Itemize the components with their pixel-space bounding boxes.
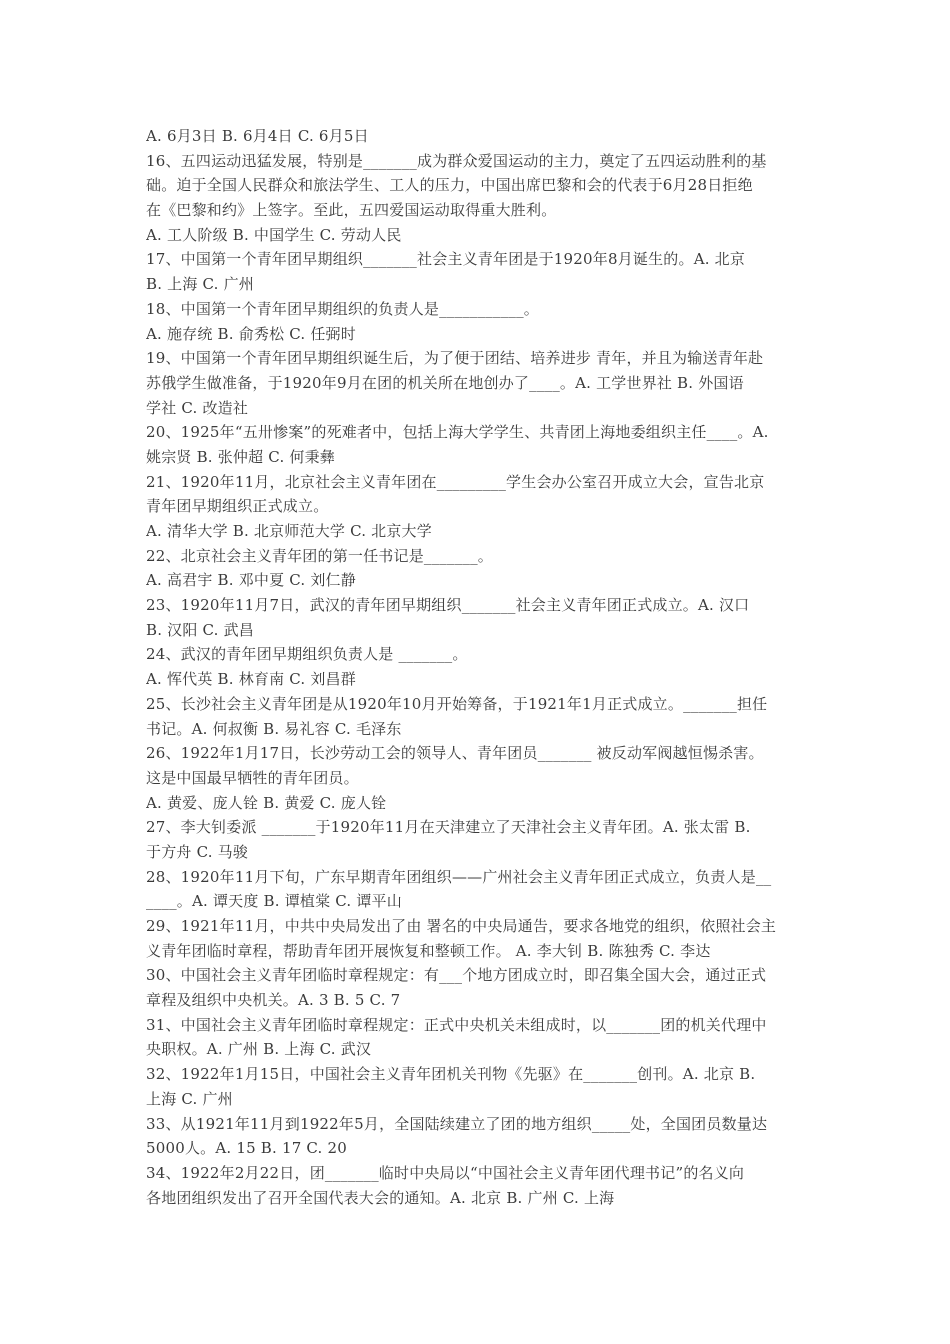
text-line: A. 工人阶级 B. 中国学生 C. 劳动人民 — [146, 225, 402, 244]
text-line: 20、1925年“五卅惨案”的死难者中，包括上海大学学生、共青团上海地委组织主任____。A. — [146, 423, 769, 442]
text-line: 书记。A. 何叔衡 B. 易礼容 C. 毛泽东 — [146, 719, 402, 738]
text-line: 27、李大钊委派 _______于1920年11月在天津建立了天津社会主义青年团。A. 张太雷 B. — [146, 818, 751, 837]
text-line: 28、1920年11月下旬，广东早期青年团组织——广州社会主义青年团正式成立，负责人是__ — [146, 867, 772, 886]
text-line: 章程及组织中央机关。A. 3 B. 5 C. 7 — [146, 991, 401, 1010]
text-line: 在《巴黎和约》上签字。至此，五四爱国运动取得重大胜利。 — [146, 201, 557, 220]
text-line: 26、1922年1月17日，长沙劳动工会的领导人、青年团员_______ 被反动军阀越恒惕杀害。 — [146, 744, 764, 763]
text-line: 24、武汉的青年团早期组织负责人是 _______。 — [146, 645, 468, 664]
text-line: A. 施存统 B. 俞秀松 C. 任弼时 — [146, 324, 356, 343]
text-line: 29、1921年11月，中共中央局发出了由 署名的中央局通告，要求各地党的组织，依照社会主 — [146, 917, 777, 935]
text-line: A. 恽代英 B. 林育南 C. 刘昌群 — [146, 670, 356, 689]
text-line: 33、从1921年11月到1922年5月，全国陆续建立了团的地方组织_____处，全国团员数量达 — [146, 1114, 768, 1133]
text-line: 18、中国第一个青年团早期组织的负责人是___________。 — [146, 299, 539, 318]
text-line: 30、中国社会主义青年团临时章程规定：有___个地方团成立时，即召集全国大会，通过正式 — [146, 966, 767, 985]
text-line: 各地团组织发出了召开全国代表大会的通知。A. 北京 B. 广州 C. 上海 — [146, 1188, 615, 1207]
text-line: 这是中国最早牺牲的青年团员。 — [146, 768, 359, 787]
text-line: B. 上海 C. 广州 — [146, 275, 255, 294]
text-line: 义青年团临时章程，帮助青年团开展恢复和整顿工作。 A. 李大钊 B. 陈独秀 C. 李达 — [146, 941, 711, 960]
text-line: 央职权。A. 广州 B. 上海 C. 武汉 — [146, 1040, 372, 1059]
text-line: A. 高君宇 B. 邓中夏 C. 刘仁静 — [146, 571, 356, 590]
text-line: 学社 C. 改造社 — [146, 398, 249, 417]
text-line: 25、长沙社会主义青年团是从1920年10月开始筹备，于1921年1月正式成立。_______担任 — [146, 694, 768, 713]
text-line: 于方舟 C. 马骏 — [146, 842, 249, 861]
text-line: 32、1922年1月15日，中国社会主义青年团机关刊物《先驱》在_______创刊。A. 北京 B. — [146, 1065, 756, 1084]
text-line: ____。A. 谭天度 B. 谭植棠 C. 谭平山 — [146, 892, 402, 911]
text-line: 21、1920年11月，北京社会主义青年团在_________学生会办公室召开成立大会，宣告北京 — [146, 472, 765, 491]
text-line: 31、中国社会主义青年团临时章程规定：正式中央机关未组成时，以_______团的机关代理中 — [146, 1015, 767, 1034]
text-line: 上海 C. 广州 — [146, 1089, 233, 1108]
text-line: A. 6月3日 B. 6月4日 C. 6月5日 — [146, 127, 369, 145]
text-line: 19、中国第一个青年团早期组织诞生后，为了便于团结、培养进步 青年，并且为输送青年赴 — [146, 349, 764, 368]
text-line: 34、1922年2月22日，团_______临时中央局以“中国社会主义青年团代理书记”的名义向 — [146, 1163, 745, 1182]
text-line: 苏俄学生做准备，于1920年9月在团的机关所在地创办了____。A. 工学世界社 B. 外国语 — [146, 373, 744, 392]
text-line: 16、五四运动迅猛发展，特别是_______成为群众爱国运动的主力，奠定了五四运动胜利的基 — [146, 151, 767, 170]
text-line: 22、北京社会主义青年团的第一任书记是_______。 — [146, 546, 493, 565]
text-line: 5000人。A. 15 B. 17 C. 20 — [146, 1139, 347, 1158]
text-line: 23、1920年11月7日，武汉的青年团早期组织_______社会主义青年团正式成立。A. 汉口 — [146, 596, 750, 615]
text-line: A. 清华大学 B. 北京师范大学 C. 北京大学 — [146, 522, 432, 540]
text-line: 17、中国第一个青年团早期组织_______社会主义青年团是于1920年8月诞生的。A. 北京 — [146, 250, 746, 269]
text-line: 青年团早期组织正式成立。 — [146, 497, 329, 516]
text-line: A. 黄爱、庞人铨 B. 黄爱 C. 庞人铨 — [146, 793, 387, 812]
text-line: 础。迫于全国人民群众和旅法学生、工人的压力，中国出席巴黎和会的代表于6月28日拒绝 — [146, 176, 753, 195]
text-line: 姚宗贤 B. 张仲超 C. 何秉彝 — [146, 447, 335, 466]
document-body — [146, 124, 812, 1210]
text-line: B. 汉阳 C. 武昌 — [146, 620, 255, 639]
